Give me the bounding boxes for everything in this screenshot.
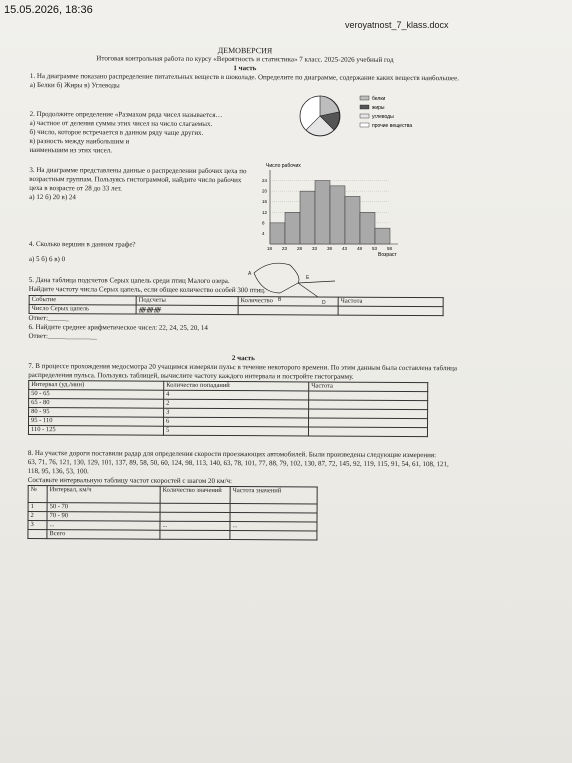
q8-cell: 2	[28, 511, 47, 520]
pie-chart-figure	[298, 92, 443, 142]
doc-subtitle: Итоговая контрольная работа по курсу «Вероятность и статистика» 7 класс. 2025-2026 учебный год	[96, 54, 394, 64]
hist-bar	[285, 212, 300, 244]
q2-text: 2. Продолжите определение «Размахом ряда чисел называется…	[29, 109, 223, 120]
q7-cell: 5	[163, 426, 308, 436]
q6-text: 6. Найдите среднее арифметическое чисел: 22, 24, 25, 20, 14	[28, 322, 208, 332]
hist-xtick-label: 18	[267, 246, 273, 251]
q4-options: а) 5 б) 6 в) 0	[28, 254, 66, 264]
q8-cell: ...	[230, 522, 317, 531]
q5-cell: Число Серых цапель	[29, 304, 136, 314]
q1-options: а) Белки б) Жиры в) Углеводы	[29, 80, 120, 90]
graph-figure	[240, 257, 350, 315]
legend-swatch	[360, 105, 369, 109]
q8-cell	[230, 504, 317, 513]
hist-bar	[360, 212, 375, 244]
hist-bars	[270, 181, 390, 244]
q5-text: 5. Дана таблица подсчетов Серых цапель среди птиц Малого озера.	[28, 275, 230, 286]
hist-ytick-label: 8	[262, 220, 265, 226]
q5-header: Количество	[238, 297, 338, 307]
q7-cell: 4	[164, 390, 309, 400]
hist-ytick-label: 20	[262, 188, 268, 194]
legend-swatch	[360, 96, 369, 100]
hist-ylabel: Число рабочих	[266, 163, 301, 169]
q8-table	[27, 485, 317, 541]
q8-cell	[28, 529, 47, 538]
q7-header: Интервал (уд./мин)	[29, 380, 164, 390]
q8-cell: Всего	[47, 530, 160, 540]
hist-ytick-label: 4	[262, 230, 265, 236]
graph-vertex-label: A	[248, 271, 252, 277]
graph-vertex-label: B	[278, 297, 282, 303]
q7-cell: 80 - 95	[29, 407, 164, 417]
q7-cell: 95 - 110	[29, 416, 164, 426]
q8-cell: 50 - 70	[47, 503, 160, 513]
q7-cell: 50 - 65	[29, 389, 164, 399]
hist-ytick-label: 16	[262, 199, 268, 205]
hist-ytick-label: 24	[262, 178, 268, 184]
graph-vertex-label: E	[306, 275, 310, 281]
q7-header: Количество попаданий	[164, 381, 309, 391]
q5-header: Событие	[29, 295, 136, 305]
print-datetime: 15.05.2026, 18:36	[4, 4, 93, 16]
q5-text-2: Найдите частоту числа Серых цапель, если общее количество особей 300 птиц.	[28, 284, 266, 295]
graph-edge	[254, 263, 290, 273]
legend-swatch	[360, 114, 369, 118]
q8-cell	[160, 512, 230, 521]
hist-xtick-label: 38	[327, 246, 333, 251]
q8-cell: ...	[160, 521, 230, 530]
q5-header: Частота	[338, 297, 443, 307]
q2-option-a: а) частное от деления суммы этих чисел на число слагаемых.	[29, 118, 213, 128]
hist-xtick-label: 23	[282, 246, 288, 251]
q8-task: Составьте интервальную таблицу частот скоростей с шагом 20 км/ч:	[27, 475, 233, 486]
q8-header: Количество значений	[160, 486, 230, 503]
q8-header: №	[28, 485, 47, 502]
q8-cell	[160, 503, 230, 512]
q5-table	[29, 295, 444, 316]
doc-title: ДЕМОВЕРСИЯ	[217, 45, 273, 56]
q7-cell: 3	[164, 408, 309, 418]
graph-vertex-label: D	[322, 300, 326, 306]
q5-cell-tally: ᚎᚎᚎ	[136, 305, 238, 315]
q8-cell: 3	[28, 520, 47, 529]
q6-answer: Ответ:______________	[28, 331, 97, 341]
graph-edge	[290, 265, 299, 283]
q7-cell: 2	[164, 399, 309, 409]
hist-xtick-label: 33	[312, 246, 318, 251]
hist-xtick-label: 28	[297, 246, 303, 251]
q2-option-b: б) число, которое встречается в данном ряду чаще других.	[29, 127, 204, 137]
graph-edge	[298, 283, 318, 297]
graph-edge	[254, 273, 280, 293]
hist-bar	[315, 181, 330, 244]
q3-options: а) 12 б) 20 в) 24	[29, 192, 76, 202]
hist-xlabel: Возраст	[378, 252, 397, 258]
hist-bar	[375, 228, 390, 244]
q8-cell	[230, 513, 317, 522]
legend-label: белки	[372, 96, 386, 102]
q7-table	[28, 380, 428, 437]
legend-label: углеводы	[372, 114, 394, 120]
q4-text: 4. Сколько вершин в данном графе?	[28, 239, 136, 249]
hist-xtick-label: 48	[357, 246, 363, 251]
q8-data: 63, 71, 76, 121, 130, 129, 101, 137, 89, 58, 50, 60, 124, 98, 113, 140, 63, 78, 101, 77, 88, 79, 102, 130, 87, 72, 145, 92, 119, 115, 91, 54, 61, 108, 121, 118, 95, 136, 53, 100.	[27, 457, 449, 476]
q5-header: Подсчеты	[136, 296, 238, 306]
hist-bar	[270, 223, 285, 244]
q8-header: Частота значений	[230, 487, 317, 504]
q8-cell: 1	[28, 502, 47, 511]
q2-option-c-cont: наименьшим из этих чисел.	[29, 145, 113, 155]
hist-xtick-label: 58	[387, 246, 393, 251]
q8-text: 8. На участке дороги поставили радар для определения скорости проезжающих автомобилей. Были произведены следующие измерения:	[27, 448, 437, 460]
graph-edge	[280, 283, 298, 293]
legend-label: жиры	[372, 105, 385, 111]
hist-bar	[345, 196, 360, 244]
q8-cell	[160, 530, 230, 539]
q8-header: Интервал, км/ч	[47, 486, 160, 504]
q7-cell	[308, 427, 427, 437]
hist-xtick-label: 43	[342, 246, 348, 251]
part1-heading: 1 часть	[233, 64, 257, 73]
q7-cell: 6	[164, 417, 309, 427]
q7-cell: 110 - 125	[28, 425, 163, 435]
q7-header: Частота	[309, 382, 428, 392]
hist-xtick-label: 53	[372, 246, 378, 251]
q3-text: 3. На диаграмме представлены данные о распределении рабочих цеха по возрастным группам. Пользуясь гистограммой, найдите число рабочих цеха в возрасте от 28 до 33 лет.	[29, 165, 247, 193]
q8-cell	[230, 531, 317, 540]
q5-cell	[338, 306, 443, 316]
part2-heading: 2 часть	[231, 354, 255, 363]
legend-swatch	[360, 123, 369, 127]
q5-answer: Ответ:______	[28, 313, 70, 323]
pie-legend	[360, 96, 412, 129]
q8-cell: ...	[47, 521, 160, 531]
q7-text: 7. В процессе прохождения медосмотра 20 учащимся измеряли пульс в течение некоторого времени. По этим данным была составлена таблица распределения пульса. Пользуясь таблицей, вычислите частоту каждого интервала и постройте гистограмму.	[28, 361, 457, 381]
q7-cell: 65 - 80	[29, 398, 164, 408]
q1-text: 1. На диаграмме показано распределение питательных веществ в шоколаде. Определите по диаграмме, содержание каких веществ наибольшее.	[29, 71, 460, 83]
hist-ytick-label: 12	[262, 209, 268, 215]
document-filename: veroyatnost_7_klass.docx	[345, 20, 449, 30]
hist-bar	[330, 186, 345, 244]
graph-edge	[298, 281, 335, 283]
graph-edges	[254, 263, 335, 297]
legend-label: прочие вещества	[372, 123, 413, 129]
q8-cell: 70 - 90	[47, 512, 160, 522]
pie-chart	[300, 96, 340, 136]
hist-bar	[300, 191, 315, 244]
q2-option-c: в) разность между наибольшим и	[29, 136, 130, 146]
age-histogram	[250, 160, 410, 260]
